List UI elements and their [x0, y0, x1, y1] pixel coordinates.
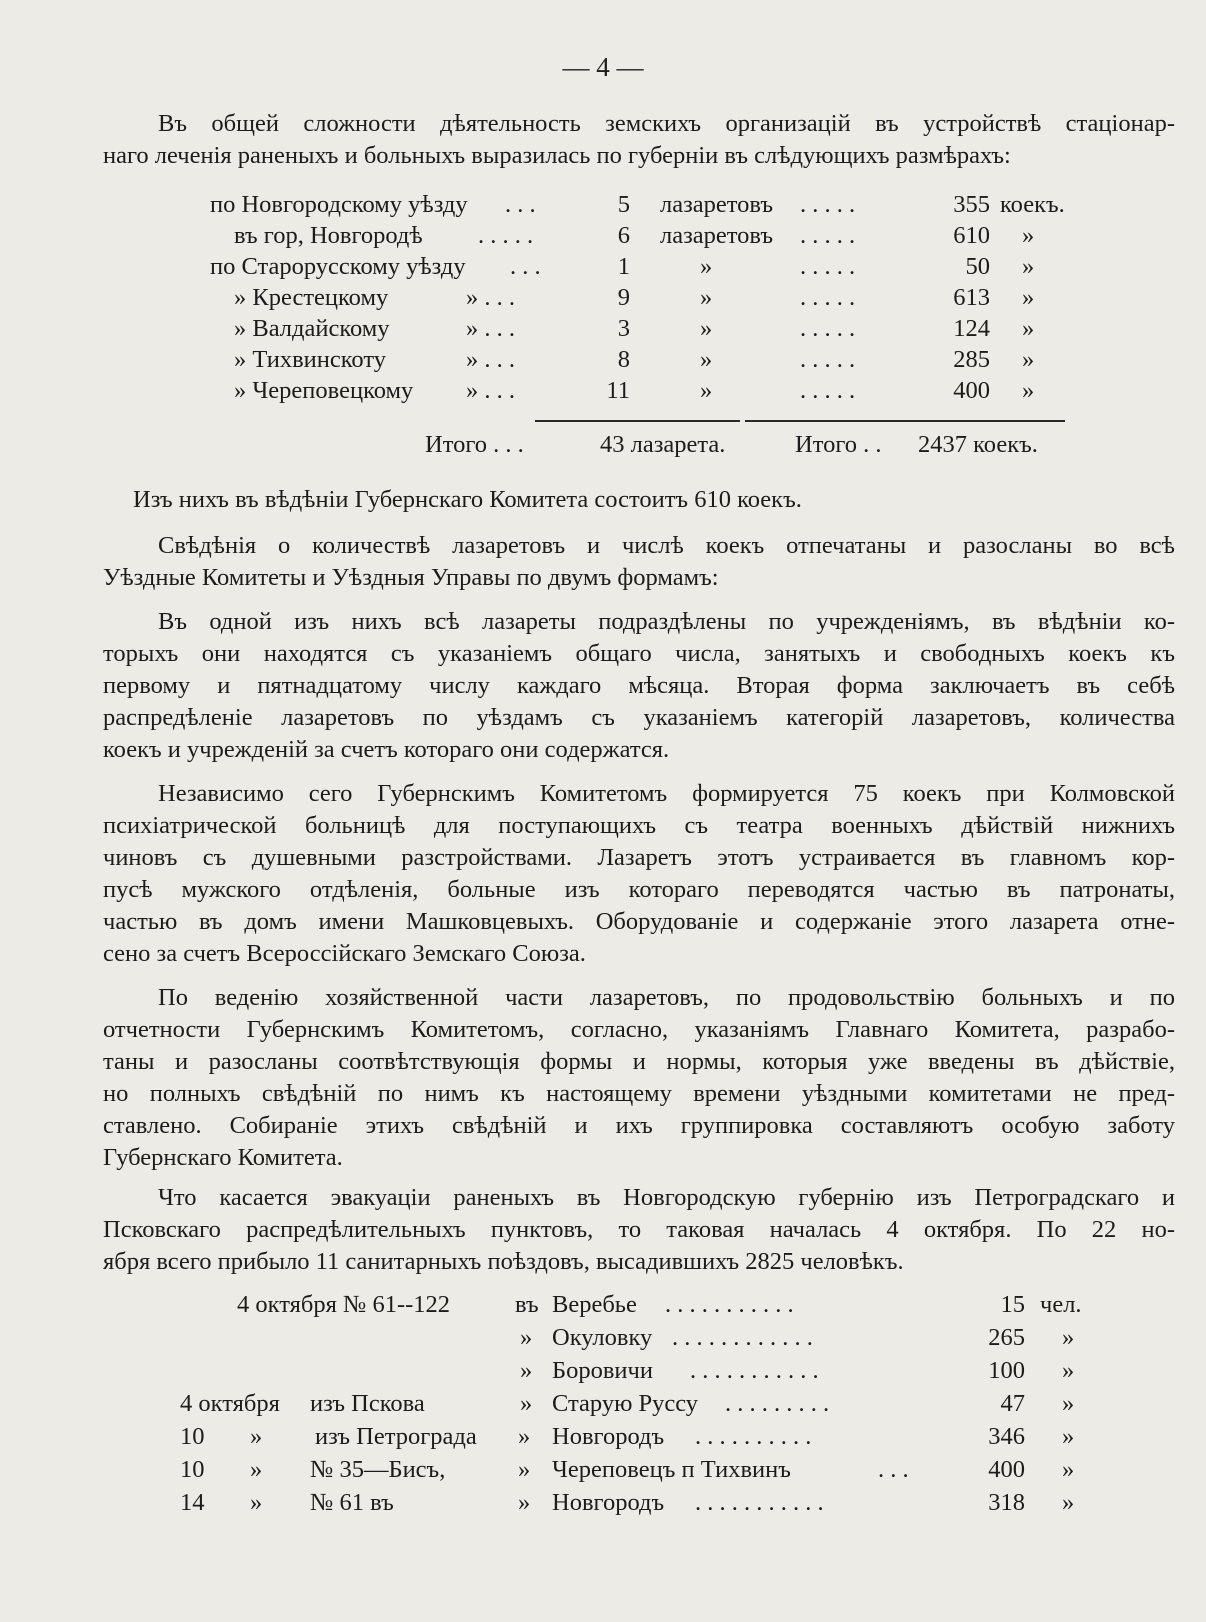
text-line: ября всего прибыло 11 санитарныхъ поѣздовъ, высадившихъ 2825 человѣкъ. [103, 1248, 904, 1275]
text-line: распредѣленіе лазаретовъ по уѣздамъ съ указаніемъ категорій лазаретовъ, количества [103, 704, 1175, 731]
text-line: психіатрической больницѣ для поступающихъ съ театра военныхъ дѣйствій нижнихъ [103, 812, 1175, 839]
paragraph-form-details [103, 606, 1175, 766]
text-line: ставлено. Собираніе этихъ свѣдѣній и ихъ группировка составляютъ особую заботу [103, 1112, 1175, 1139]
text-line: Уѣздные Комитеты и Уѣздныя Управы по двумъ формамъ: [103, 564, 719, 591]
paragraph-management [103, 982, 1175, 1174]
text-line: сено за счетъ Всероссійскаго Земскаго Союза. [103, 940, 586, 967]
text-line: таны и разосланы соотвѣтствующія формы и нормы, которыя уже введены въ дѣйствіе, [103, 1048, 1175, 1075]
total-rule [745, 420, 1065, 422]
text-line: Псковскаго распредѣлительныхъ пунктовъ, то таковая началась 4 октября. По 22 но- [103, 1216, 1175, 1243]
text-line: Въ одной изъ нихъ всѣ лазареты подраздѣлены по учрежденіямъ, въ вѣдѣніи ко- [158, 608, 1175, 635]
text-line: По веденію хозяйственной части лазаретовъ, по продовольствію больныхъ и по [158, 984, 1175, 1011]
text-line: Независимо сего Губернскимъ Комитетомъ формируется 75 коекъ при Колмовской [158, 780, 1175, 807]
page-number: — 4 — [562, 52, 644, 82]
text-line: Губернскаго Комитета. [103, 1144, 343, 1171]
text-line: Изъ нихъ въ вѣдѣніи Губернскаго Комитета состоитъ 610 коекъ. [133, 486, 802, 513]
paragraph-psychiatric [103, 778, 1175, 970]
text-line: но полныхъ свѣдѣній по нимъ къ настоящему времени уѣздными комитетами не пред- [103, 1080, 1175, 1107]
intro-paragraph [103, 108, 1175, 172]
text-line: наго леченія раненыхъ и больныхъ выразилась по губерніи въ слѣдующихъ размѣрахъ: [103, 142, 1011, 169]
text-line: отчетности Губернскимъ Комитетомъ, согласно, указаніямъ Главнаго Комитета, разрабо- [103, 1016, 1175, 1043]
text-line: Свѣдѣнія о количествѣ лазаретовъ и числѣ коекъ отпечатаны и разосланы во всѣ [158, 532, 1175, 559]
paragraph-beds-under-committee [103, 484, 1175, 516]
text-line: пусѣ мужского отдѣленія, больные изъ котораго переводятся частью въ патронаты, [103, 876, 1175, 903]
text-line: коекъ и учрежденій за счетъ котораго они содержатся. [103, 736, 670, 763]
text-line: Въ общей сложности дѣятельность земскихъ организацій въ устройствѣ стаціонар- [158, 110, 1175, 137]
text-line: торыхъ они находятся съ указаніемъ общаго числа, занятыхъ и свободныхъ коекъ къ [103, 640, 1175, 667]
paragraph-evacuation [103, 1182, 1175, 1278]
text-line: первому и пятнадцатому числу каждаго мѣсяца. Вторая форма заключаетъ въ себѣ [103, 672, 1175, 699]
text-line: Что касается эвакуаціи раненыхъ въ Новгородскую губернію изъ Петроградскаго и [158, 1184, 1175, 1211]
total-rule [535, 420, 740, 422]
text-line: частью въ домъ имени Машковцевыхъ. Оборудованіе и содержаніе этого лазарета отне- [103, 908, 1175, 935]
paragraph-forms [103, 530, 1175, 594]
document-page: — 4 — Въ общей сложности дѣятельность земскихъ организацій въ устройствѣ стаціонар- наго леченія раненыхъ и больныхъ выразилась по губерніи въ слѣдующихъ размѣрахъ: по Новгородскому уѣзду . . . 5 лазаретовъ . . . . . 355 коекъ. въ гор, Новгородѣ . . . . . 6 лазаретовъ . . . . . 610 » по Старорусскому уѣзду . . . 1 » . . . . . 50 » » Крестецкому » . . . 9 » . . . . . 613 » » Валдайскому » . . . 3 » . . . . . 124 » » Тихвинскоту » . . . 8 » . . . . . 285 » » Череповецкому » . . . 11 » . . . . . 400 » Итого . . . 43 лазарета. Итого . . 2437 коекъ. Изъ нихъ въ вѣдѣніи Губернскаго Комитета состоитъ 610 коекъ. Свѣдѣнія о количествѣ лазаретовъ и числѣ коекъ отпечатаны и разосланы во всѣ Уѣздные Комитеты и Уѣздныя Управы по двумъ формамъ: Въ одной изъ нихъ всѣ лазареты подраздѣлены по учрежденіямъ, въ вѣдѣніи ко- торыхъ они находятся съ указаніемъ общаго числа, занятыхъ и свободныхъ коекъ къ первому и пятнадцатому числу каждаго мѣсяца. Вторая форма заключаетъ въ себѣ распредѣленіе лазаретовъ по уѣздамъ съ указаніемъ категорій лазаретовъ, количества коекъ и учрежденій за счетъ котораго они содержатся. Независимо сего Губернскимъ Комитетомъ формируется 75 коекъ при Колмовской психіатрической больницѣ для поступающихъ съ театра военныхъ дѣйствій нижнихъ чиновъ съ душевными разстройствами. Лазаретъ этотъ устраивается въ главномъ кор- пусѣ мужского отдѣленія, больные изъ котораго переводятся частью въ патронаты, частью въ домъ имени Машковцевыхъ. Оборудованіе и содержаніе этого лазарета отне- сено за счетъ Всероссійскаго Земскаго Союза. По веденію хозяйственной части лазаретовъ, по продовольствію больныхъ и по отчетности Губернскимъ Комитетомъ, согласно, указаніямъ Главнаго Комитета, разрабо- таны и разосланы соотвѣтствующія формы и нормы, которыя уже введены въ дѣйствіе, но полныхъ свѣдѣній по нимъ къ настоящему времени уѣздными комитетами не пред- ставлено. Собираніе этихъ свѣдѣній и ихъ группировка составляютъ особую заботу Губернскаго Комитета. Что касается эвакуаціи раненыхъ въ Новгородскую губернію изъ Петроградскаго и Псковскаго распредѣлительныхъ пунктовъ, то таковая началась 4 октября. По 22 но- ября всего прибыло 11 санитарныхъ поѣздовъ, высадившихъ 2825 человѣкъ. 4 октября № 61--122 въ Веребье . . . . . . . . . . . 15 чел. » Окуловку . . . . . . . . . . . . 265 » » Боровичи . . . . . . . . . . . 100 » 4 октября изъ Пскова » Старую Руссу . . . . . . . . . 47 » 10 » изъ Петрограда » Новгородъ . . . . . . . . . . 346 » 10 » № 35—Бисъ, » Череповецъ п Тихвинъ . . . 400 » 14 » № 61 въ » Новгородъ . . . . . . . . . . . 318 » [0, 0, 1206, 1622]
text-line: чиновъ съ душевными разстройствами. Лазаретъ этотъ устраивается въ главномъ кор- [103, 844, 1175, 871]
